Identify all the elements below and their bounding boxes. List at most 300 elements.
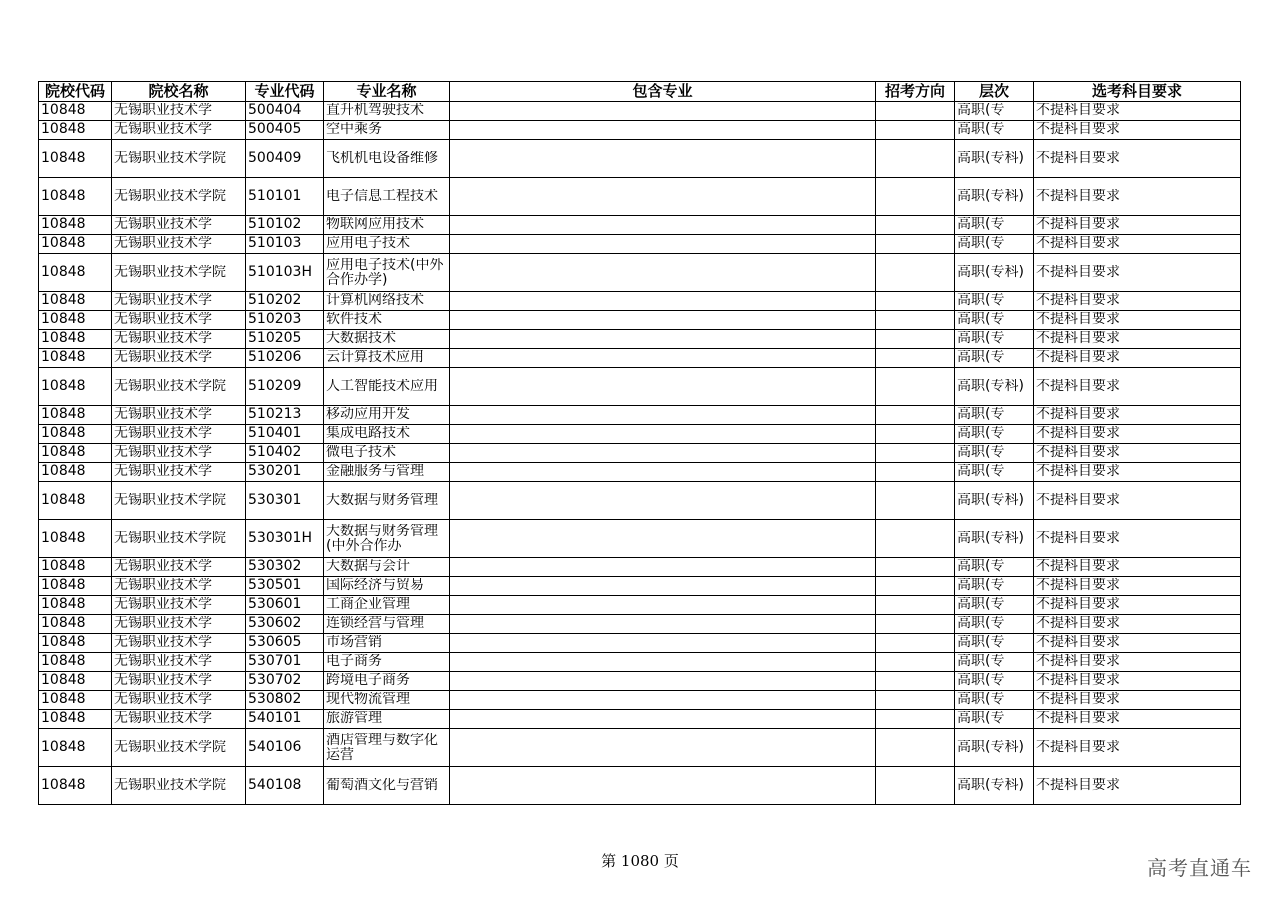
cell-subject-requirement-text: 不提科目要求 xyxy=(1036,265,1120,280)
cell-major-name-text: 空中乘务 xyxy=(326,122,382,137)
table-row xyxy=(39,311,1241,330)
table-row xyxy=(39,425,1241,444)
cell-school-code xyxy=(39,634,112,653)
cell-school-code xyxy=(39,178,112,216)
cell-direction xyxy=(876,216,955,235)
cell-school-code xyxy=(39,463,112,482)
cell-level xyxy=(955,463,1034,482)
cell-major-code-text: 510203 xyxy=(248,312,302,327)
cell-school-code-text: 10848 xyxy=(41,407,86,422)
cell-direction-text xyxy=(878,654,952,670)
cell-subject-requirement xyxy=(1034,729,1241,767)
table-row xyxy=(39,216,1241,235)
cell-level-text: 高职(专科) xyxy=(957,265,1024,280)
cell-school-name-text: 无锡职业技术学 xyxy=(114,616,212,631)
cell-subject-requirement xyxy=(1034,292,1241,311)
cell-school-name-text: 无锡职业技术学 xyxy=(114,293,212,308)
cell-subject-requirement xyxy=(1034,634,1241,653)
cell-school-code-text: 10848 xyxy=(41,236,86,251)
cell-school-name-text: 无锡职业技术学 xyxy=(114,654,212,669)
cell-included-majors xyxy=(450,121,876,140)
cell-major-code xyxy=(246,140,324,178)
cell-included-majors-text xyxy=(452,407,873,423)
cell-school-name xyxy=(112,482,246,520)
cell-direction xyxy=(876,463,955,482)
cell-major-code xyxy=(246,368,324,406)
cell-major-code xyxy=(246,121,324,140)
cell-direction-text xyxy=(878,122,952,138)
table-row xyxy=(39,691,1241,710)
cell-subject-requirement-text: 不提科目要求 xyxy=(1036,711,1120,726)
cell-included-majors-text xyxy=(452,616,873,632)
cell-subject-requirement-text: 不提科目要求 xyxy=(1036,426,1120,441)
cell-school-name-text: 无锡职业技术学 xyxy=(114,578,212,593)
cell-major-code-text: 530301 xyxy=(248,493,302,508)
cell-included-majors-text xyxy=(452,711,873,727)
cell-major-code-text: 530501 xyxy=(248,578,302,593)
cell-school-name-text: 无锡职业技术学院 xyxy=(114,151,226,166)
table-row xyxy=(39,349,1241,368)
table-row xyxy=(39,729,1241,767)
cell-included-majors-text xyxy=(452,654,873,670)
cell-major-name xyxy=(324,311,450,330)
cell-major-code xyxy=(246,596,324,615)
cell-included-majors-text xyxy=(452,217,873,233)
cell-level-text: 高职(专科) xyxy=(957,189,1024,204)
cell-level xyxy=(955,254,1034,292)
cell-subject-requirement xyxy=(1034,463,1241,482)
cell-school-name xyxy=(112,596,246,615)
cell-level-text: 高职(专 xyxy=(957,122,1005,137)
cell-school-name-text: 无锡职业技术学 xyxy=(114,711,212,726)
cell-level-text: 高职(专 xyxy=(957,445,1005,460)
cell-major-name xyxy=(324,102,450,121)
cell-subject-requirement xyxy=(1034,102,1241,121)
cell-school-code xyxy=(39,330,112,349)
cell-level-text: 高职(专 xyxy=(957,578,1005,593)
cell-school-name xyxy=(112,653,246,672)
cell-direction xyxy=(876,520,955,558)
cell-major-name xyxy=(324,121,450,140)
cell-level-text: 高职(专 xyxy=(957,236,1005,251)
cell-subject-requirement xyxy=(1034,558,1241,577)
cell-major-code-text: 540101 xyxy=(248,711,302,726)
table-row xyxy=(39,178,1241,216)
cell-included-majors xyxy=(450,292,876,311)
cell-direction xyxy=(876,653,955,672)
cell-major-code xyxy=(246,482,324,520)
cell-major-code-text: 530802 xyxy=(248,692,302,707)
cell-subject-requirement xyxy=(1034,520,1241,558)
cell-subject-requirement xyxy=(1034,235,1241,254)
cell-major-name-text: 电子信息工程技术 xyxy=(326,189,438,204)
cell-major-code-text: 530701 xyxy=(248,654,302,669)
cell-school-name-text: 无锡职业技术学 xyxy=(114,407,212,422)
cell-major-name xyxy=(324,444,450,463)
cell-school-name xyxy=(112,615,246,634)
cell-included-majors xyxy=(450,729,876,767)
table-row xyxy=(39,653,1241,672)
cell-level-text: 高职(专科) xyxy=(957,379,1024,394)
cell-major-name-text: 飞机机电设备维修 xyxy=(326,151,438,166)
cell-subject-requirement xyxy=(1034,444,1241,463)
cell-included-majors xyxy=(450,691,876,710)
cell-school-code xyxy=(39,102,112,121)
cell-major-name-text: 应用电子技术(中外合作办学) xyxy=(326,257,444,288)
cell-subject-requirement xyxy=(1034,482,1241,520)
cell-school-name xyxy=(112,729,246,767)
cell-level-text: 高职(专科) xyxy=(957,740,1024,755)
cell-school-name-text: 无锡职业技术学院 xyxy=(114,531,226,546)
cell-level-text: 高职(专科) xyxy=(957,493,1024,508)
cell-school-code xyxy=(39,311,112,330)
cell-major-code xyxy=(246,349,324,368)
cell-school-code-text: 10848 xyxy=(41,578,86,593)
cell-school-code xyxy=(39,558,112,577)
cell-subject-requirement-text: 不提科目要求 xyxy=(1036,445,1120,460)
cell-subject-requirement-text: 不提科目要求 xyxy=(1036,122,1120,137)
cell-direction xyxy=(876,482,955,520)
cell-major-name xyxy=(324,615,450,634)
cell-included-majors xyxy=(450,140,876,178)
cell-major-code xyxy=(246,577,324,596)
cell-school-name-text: 无锡职业技术学院 xyxy=(114,379,226,394)
cell-level xyxy=(955,406,1034,425)
cell-school-code-text: 10848 xyxy=(41,445,86,460)
cell-included-majors xyxy=(450,102,876,121)
cell-school-code-text: 10848 xyxy=(41,673,86,688)
cell-direction xyxy=(876,121,955,140)
cell-major-code xyxy=(246,653,324,672)
cell-level xyxy=(955,292,1034,311)
cell-school-code-text: 10848 xyxy=(41,103,86,118)
cell-school-code xyxy=(39,691,112,710)
cell-school-code xyxy=(39,596,112,615)
cell-school-code-text: 10848 xyxy=(41,531,86,546)
cell-included-majors-text xyxy=(452,464,873,480)
cell-major-name xyxy=(324,729,450,767)
cell-included-majors-text xyxy=(452,445,873,461)
cell-subject-requirement-text: 不提科目要求 xyxy=(1036,559,1120,574)
cell-level-text: 高职(专 xyxy=(957,673,1005,688)
cell-subject-requirement-text: 不提科目要求 xyxy=(1036,151,1120,166)
table-row xyxy=(39,254,1241,292)
cell-major-name-text: 云计算技术应用 xyxy=(326,350,424,365)
cell-major-name-text: 市场营销 xyxy=(326,635,382,650)
cell-included-majors-text xyxy=(452,426,873,442)
cell-major-name xyxy=(324,596,450,615)
cell-direction xyxy=(876,102,955,121)
cell-major-code-text: 510103H xyxy=(248,265,312,280)
cell-level xyxy=(955,368,1034,406)
cell-major-name xyxy=(324,425,450,444)
cell-subject-requirement xyxy=(1034,710,1241,729)
cell-subject-requirement xyxy=(1034,254,1241,292)
cell-direction-text xyxy=(878,236,952,252)
cell-level-text: 高职(专 xyxy=(957,217,1005,232)
cell-school-name xyxy=(112,558,246,577)
table-row xyxy=(39,121,1241,140)
cell-direction xyxy=(876,178,955,216)
header-row xyxy=(39,82,1241,102)
cell-major-name-text: 集成电路技术 xyxy=(326,426,410,441)
cell-direction xyxy=(876,767,955,805)
cell-major-name xyxy=(324,330,450,349)
cell-level-text: 高职(专 xyxy=(957,331,1005,346)
table-row xyxy=(39,558,1241,577)
cell-major-code xyxy=(246,767,324,805)
cell-major-name-text: 酒店管理与数字化运营 xyxy=(326,732,438,763)
cell-school-name-text: 无锡职业技术学 xyxy=(114,426,212,441)
header-major-name: 专业名称 xyxy=(324,82,450,102)
cell-level xyxy=(955,710,1034,729)
cell-included-majors-text xyxy=(452,673,873,689)
cell-school-name xyxy=(112,425,246,444)
cell-level-text: 高职(专 xyxy=(957,312,1005,327)
cell-school-name-text: 无锡职业技术学 xyxy=(114,331,212,346)
cell-direction xyxy=(876,406,955,425)
cell-school-name xyxy=(112,216,246,235)
cell-direction xyxy=(876,558,955,577)
cell-direction-text xyxy=(878,559,952,575)
cell-level xyxy=(955,653,1034,672)
cell-school-code-text: 10848 xyxy=(41,293,86,308)
cell-included-majors-text xyxy=(452,331,873,347)
cell-included-majors xyxy=(450,653,876,672)
cell-included-majors xyxy=(450,463,876,482)
cell-subject-requirement xyxy=(1034,672,1241,691)
cell-included-majors-text xyxy=(452,635,873,651)
cell-major-name-text: 大数据技术 xyxy=(326,331,396,346)
cell-level-text: 高职(专 xyxy=(957,711,1005,726)
cell-level-text: 高职(专 xyxy=(957,407,1005,422)
cell-major-name xyxy=(324,292,450,311)
cell-direction-text xyxy=(878,217,952,233)
cell-subject-requirement xyxy=(1034,311,1241,330)
cell-major-name xyxy=(324,406,450,425)
cell-major-code-text: 530302 xyxy=(248,559,302,574)
cell-school-name-text: 无锡职业技术学 xyxy=(114,673,212,688)
cell-included-majors xyxy=(450,254,876,292)
cell-subject-requirement xyxy=(1034,121,1241,140)
table-row xyxy=(39,235,1241,254)
cell-included-majors xyxy=(450,520,876,558)
cell-direction-text xyxy=(878,407,952,423)
cell-included-majors xyxy=(450,349,876,368)
cell-major-name xyxy=(324,482,450,520)
cell-major-name xyxy=(324,368,450,406)
cell-school-name xyxy=(112,140,246,178)
cell-direction-text xyxy=(878,331,952,347)
cell-level-text: 高职(专 xyxy=(957,293,1005,308)
cell-major-code xyxy=(246,634,324,653)
table-row xyxy=(39,444,1241,463)
cell-school-code-text: 10848 xyxy=(41,692,86,707)
cell-major-name-text: 物联网应用技术 xyxy=(326,217,424,232)
cell-major-code-text: 510206 xyxy=(248,350,302,365)
cell-major-name-text: 葡萄酒文化与营销 xyxy=(326,778,438,793)
cell-direction xyxy=(876,254,955,292)
cell-subject-requirement-text: 不提科目要求 xyxy=(1036,740,1120,755)
cell-direction-text xyxy=(878,464,952,480)
cell-major-code-text: 530201 xyxy=(248,464,302,479)
cell-major-name xyxy=(324,235,450,254)
cell-subject-requirement-text: 不提科目要求 xyxy=(1036,379,1120,394)
cell-major-code-text: 510103 xyxy=(248,236,302,251)
cell-major-name xyxy=(324,767,450,805)
cell-school-name xyxy=(112,634,246,653)
cell-direction-text xyxy=(878,597,952,613)
cell-direction xyxy=(876,425,955,444)
cell-school-code-text: 10848 xyxy=(41,654,86,669)
cell-school-code xyxy=(39,767,112,805)
cell-included-majors xyxy=(450,767,876,805)
cell-major-name-text: 工商企业管理 xyxy=(326,597,410,612)
cell-level-text: 高职(专 xyxy=(957,597,1005,612)
cell-level xyxy=(955,216,1034,235)
cell-subject-requirement xyxy=(1034,577,1241,596)
cell-included-majors xyxy=(450,330,876,349)
table-row xyxy=(39,634,1241,653)
cell-school-name-text: 无锡职业技术学院 xyxy=(114,493,226,508)
cell-level xyxy=(955,178,1034,216)
cell-level xyxy=(955,596,1034,615)
cell-included-majors-text xyxy=(452,350,873,366)
cell-major-code-text: 500404 xyxy=(248,103,302,118)
table-row xyxy=(39,463,1241,482)
header-subject-requirement: 选考科目要求 xyxy=(1034,82,1241,102)
cell-included-majors xyxy=(450,577,876,596)
cell-school-code-text: 10848 xyxy=(41,464,86,479)
table-row xyxy=(39,672,1241,691)
table-row xyxy=(39,520,1241,558)
cell-major-name-text: 直升机驾驶技术 xyxy=(326,103,424,118)
cell-direction-text xyxy=(878,578,952,594)
cell-major-name-text: 软件技术 xyxy=(326,312,382,327)
cell-direction-text xyxy=(878,103,952,119)
cell-major-code xyxy=(246,425,324,444)
cell-level-text: 高职(专科) xyxy=(957,778,1024,793)
cell-school-code-text: 10848 xyxy=(41,312,86,327)
cell-direction-text xyxy=(878,616,952,632)
cell-school-name xyxy=(112,102,246,121)
cell-included-majors-text xyxy=(452,597,873,613)
cell-school-name xyxy=(112,311,246,330)
cell-subject-requirement-text: 不提科目要求 xyxy=(1036,407,1120,422)
cell-school-code-text: 10848 xyxy=(41,122,86,137)
cell-school-name-text: 无锡职业技术学院 xyxy=(114,778,226,793)
table-row xyxy=(39,330,1241,349)
cell-school-name xyxy=(112,520,246,558)
cell-school-code xyxy=(39,653,112,672)
cell-level xyxy=(955,235,1034,254)
cell-major-name xyxy=(324,672,450,691)
cell-major-code xyxy=(246,615,324,634)
cell-included-majors xyxy=(450,178,876,216)
cell-subject-requirement-text: 不提科目要求 xyxy=(1036,616,1120,631)
cell-direction-text xyxy=(878,711,952,727)
cell-school-code-text: 10848 xyxy=(41,493,86,508)
table-row xyxy=(39,406,1241,425)
cell-level xyxy=(955,311,1034,330)
cell-subject-requirement-text: 不提科目要求 xyxy=(1036,493,1120,508)
cell-major-code xyxy=(246,292,324,311)
cell-direction xyxy=(876,235,955,254)
cell-school-name xyxy=(112,577,246,596)
cell-school-name xyxy=(112,463,246,482)
cell-major-name xyxy=(324,577,450,596)
cell-school-name-text: 无锡职业技术学 xyxy=(114,597,212,612)
header-major-code: 专业代码 xyxy=(246,82,324,102)
cell-major-code-text: 540106 xyxy=(248,740,302,755)
cell-direction-text xyxy=(878,635,952,651)
header-level: 层次 xyxy=(955,82,1034,102)
cell-school-name xyxy=(112,444,246,463)
cell-level-text: 高职(专 xyxy=(957,559,1005,574)
cell-school-code xyxy=(39,216,112,235)
cell-major-name-text: 大数据与财务管理 xyxy=(326,493,438,508)
cell-subject-requirement-text: 不提科目要求 xyxy=(1036,331,1120,346)
cell-level-text: 高职(专科) xyxy=(957,531,1024,546)
cell-subject-requirement-text: 不提科目要求 xyxy=(1036,350,1120,365)
cell-school-name xyxy=(112,406,246,425)
table-row xyxy=(39,710,1241,729)
cell-direction xyxy=(876,444,955,463)
cell-major-name-text: 应用电子技术 xyxy=(326,236,410,251)
cell-direction xyxy=(876,292,955,311)
cell-major-code-text: 510213 xyxy=(248,407,302,422)
cell-subject-requirement-text: 不提科目要求 xyxy=(1036,236,1120,251)
table-row xyxy=(39,140,1241,178)
cell-included-majors xyxy=(450,425,876,444)
cell-school-code-text: 10848 xyxy=(41,616,86,631)
cell-level-text: 高职(专 xyxy=(957,692,1005,707)
admission-table xyxy=(38,81,1241,805)
cell-school-name-text: 无锡职业技术学 xyxy=(114,217,212,232)
table-body xyxy=(39,102,1241,805)
cell-level xyxy=(955,349,1034,368)
cell-included-majors-text xyxy=(452,103,873,119)
cell-major-code-text: 510401 xyxy=(248,426,302,441)
watermark-text: 高考直通车 xyxy=(1147,856,1252,880)
cell-major-code xyxy=(246,311,324,330)
cell-subject-requirement-text: 不提科目要求 xyxy=(1036,578,1120,593)
cell-included-majors-text xyxy=(452,312,873,328)
cell-major-code-text: 510205 xyxy=(248,331,302,346)
cell-subject-requirement xyxy=(1034,615,1241,634)
cell-subject-requirement xyxy=(1034,767,1241,805)
cell-major-code-text: 510101 xyxy=(248,189,302,204)
cell-subject-requirement-text: 不提科目要求 xyxy=(1036,597,1120,612)
cell-school-name xyxy=(112,235,246,254)
table-row xyxy=(39,596,1241,615)
cell-level-text: 高职(专 xyxy=(957,426,1005,441)
cell-major-code-text: 530601 xyxy=(248,597,302,612)
cell-school-name xyxy=(112,330,246,349)
cell-major-code xyxy=(246,729,324,767)
cell-school-code-text: 10848 xyxy=(41,740,86,755)
cell-major-name xyxy=(324,349,450,368)
cell-direction xyxy=(876,368,955,406)
cell-major-code-text: 500405 xyxy=(248,122,302,137)
cell-included-majors-text xyxy=(452,692,873,708)
cell-school-name xyxy=(112,691,246,710)
cell-major-name xyxy=(324,634,450,653)
cell-school-code-text: 10848 xyxy=(41,711,86,726)
cell-level xyxy=(955,634,1034,653)
cell-major-code xyxy=(246,710,324,729)
cell-direction xyxy=(876,311,955,330)
